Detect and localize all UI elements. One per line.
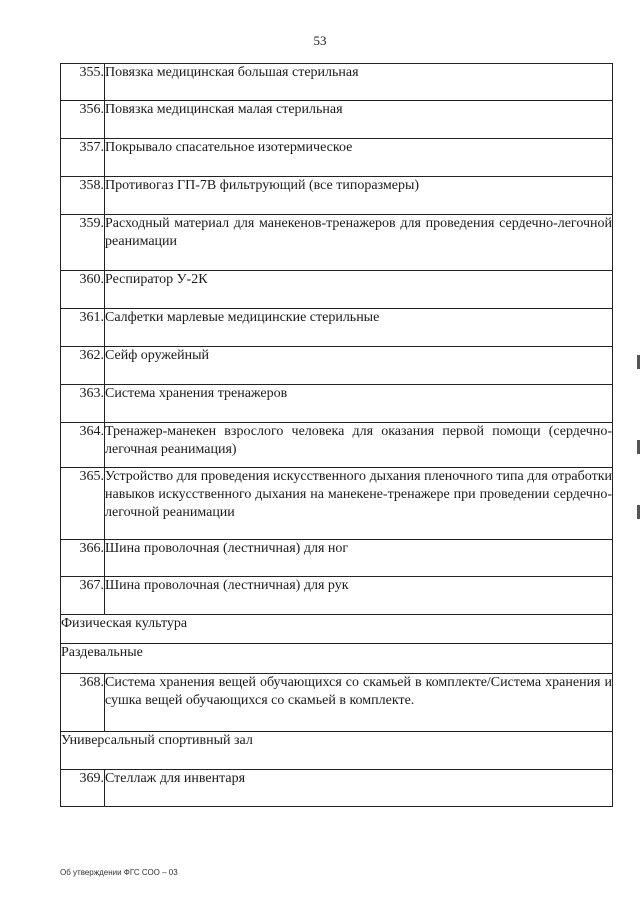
item-number: 357.	[61, 139, 105, 177]
item-name: Повязка медицинская большая стерильная	[105, 64, 613, 101]
equipment-table-body	[61, 64, 613, 807]
table-row	[61, 468, 613, 540]
item-name: Система хранения вещей обучающихся со скамьей в комплекте/Система хранения и сушка вещей обучающихся со скамьей в комплекте.	[105, 674, 613, 732]
table-row	[61, 309, 613, 347]
item-number: 363.	[61, 385, 105, 423]
item-number: 368.	[61, 674, 105, 732]
item-name: Расходный материал для манекенов-тренажеров для проведения сердечно-легочной реанимации	[105, 215, 613, 271]
table-row	[61, 64, 613, 101]
table-row	[61, 540, 613, 577]
item-number: 369.	[61, 770, 105, 807]
table-row	[61, 423, 613, 468]
footer-note: Об утверждении ФГС СОО – 03	[60, 868, 178, 877]
item-name: Салфетки марлевые медицинские стерильные	[105, 309, 613, 347]
section-heading: Универсальный спортивный зал	[61, 732, 613, 770]
table-row	[61, 674, 613, 732]
item-name: Устройство для проведения искусственного дыхания пленочного типа для отработки навыков искусственного дыхания на манекене-тренажере при проведении сердечно-легочной реанимации	[105, 468, 613, 540]
table-row	[61, 770, 613, 807]
table-row	[61, 271, 613, 309]
section-row	[61, 732, 613, 770]
item-name: Покрывало спасательное изотермическое	[105, 139, 613, 177]
item-number: 358.	[61, 177, 105, 215]
item-number: 362.	[61, 347, 105, 385]
table-row	[61, 347, 613, 385]
section-heading: Раздевальные	[61, 644, 613, 674]
item-name: Система хранения тренажеров	[105, 385, 613, 423]
item-name: Шина проволочная (лестничная) для рук	[105, 577, 613, 615]
item-name: Противогаз ГП-7В фильтрующий (все типоразмеры)	[105, 177, 613, 215]
page-number: 53	[313, 33, 327, 48]
item-name: Стеллаж для инвентаря	[105, 770, 613, 807]
item-number: 366.	[61, 540, 105, 577]
section-heading: Физическая культура	[61, 615, 613, 644]
item-name: Сейф оружейный	[105, 347, 613, 385]
item-name: Респиратор У-2К	[105, 271, 613, 309]
item-number: 361.	[61, 309, 105, 347]
item-number: 356.	[61, 101, 105, 139]
table-row	[61, 577, 613, 615]
item-name: Тренажер-манекен взрослого человека для оказания первой помощи (сердечно-легочная реанимация)	[105, 423, 613, 468]
item-number: 359.	[61, 215, 105, 271]
item-number: 355.	[61, 64, 105, 101]
section-row	[61, 615, 613, 644]
item-number: 367.	[61, 577, 105, 615]
item-name: Шина проволочная (лестничная) для ног	[105, 540, 613, 577]
table-row	[61, 101, 613, 139]
section-row	[61, 644, 613, 674]
equipment-table	[60, 63, 613, 807]
table-row	[61, 385, 613, 423]
item-name: Повязка медицинская малая стерильная	[105, 101, 613, 139]
item-number: 365.	[61, 468, 105, 540]
table-row	[61, 139, 613, 177]
table-row	[61, 215, 613, 271]
table-row	[61, 177, 613, 215]
item-number: 360.	[61, 271, 105, 309]
item-number: 364.	[61, 423, 105, 468]
